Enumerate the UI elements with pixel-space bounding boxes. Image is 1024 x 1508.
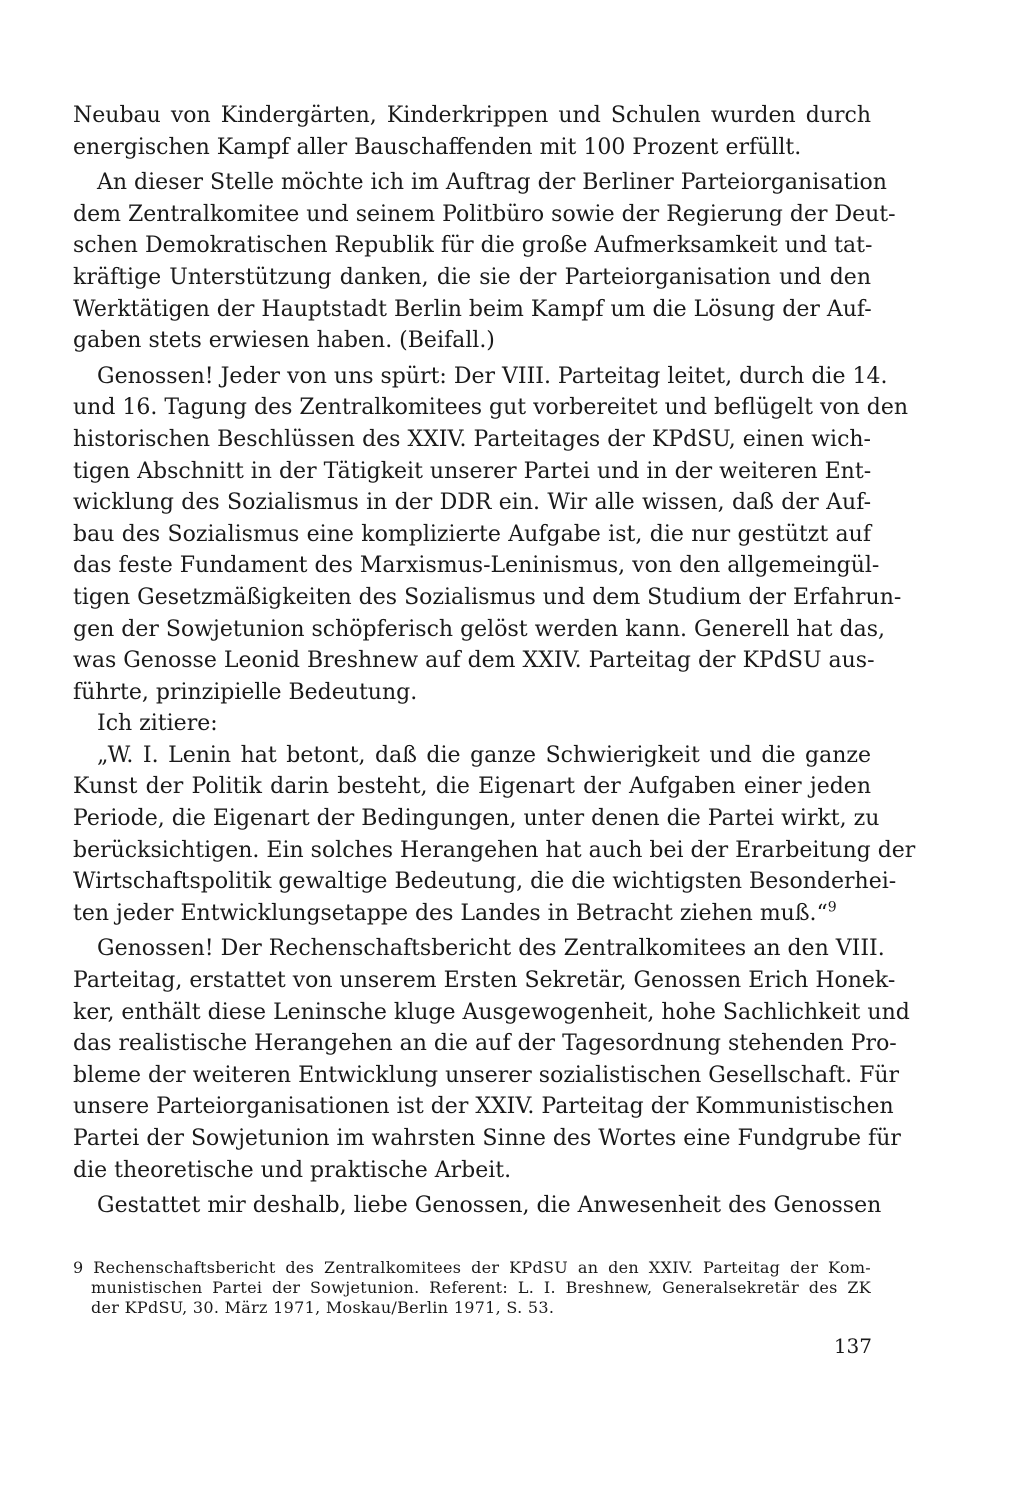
text-line: Gestattet mir deshalb, liebe Genossen, die Anwesenheit des Genossen [97, 1193, 882, 1219]
text-line: bau des Sozialismus eine komplizierte Aufgabe ist, die nur gestützt auf [73, 521, 871, 547]
text-line: wicklung des Sozialismus in der DDR ein. Wir alle wissen, daß der Auf- [73, 490, 871, 516]
text-line: Partei der Sowjetunion im wahrsten Sinne des Wortes eine Fundgrube für [73, 1126, 901, 1151]
footnote-line: munistischen Partei der Sowjetunion. Referent: L. I. Breshnew, Generalsekretär des ZK [91, 1278, 871, 1297]
text-line: berücksichtigen. Ein solches Herangehen hat auch bei der Erarbeitung der [73, 837, 916, 863]
text-line: „W. I. Lenin hat betont, daß die ganze Schwierigkeit und die ganze [97, 742, 871, 768]
text-line: das feste Fundament des Marxismus-Leninismus, von den allgemeingül- [73, 553, 880, 579]
text-line: die theoretische und praktische Arbeit. [73, 1157, 512, 1183]
text-line: Kunst der Politik darin besteht, die Eigenart der Aufgaben einer jeden [73, 774, 871, 800]
paragraph-7 [73, 1190, 882, 1222]
page-body [73, 100, 916, 1222]
text-line: Ich zitiere: [97, 711, 218, 737]
text-line: Werktätigen der Hauptstadt Berlin beim Kampf um die Lösung der Auf- [73, 296, 872, 322]
quotation [73, 740, 916, 930]
text-line: führte, prinzipielle Bedeutung. [73, 679, 418, 705]
paragraph-3 [73, 361, 909, 709]
text-line: was Genosse Leonid Breshnew auf dem XXIV. Parteitag der KPdSU aus- [73, 648, 875, 674]
paragraph-4 [73, 708, 871, 740]
text-line: gen der Sowjetunion schöpferisch gelöst werden kann. Generell hat das, [73, 616, 885, 642]
text-line: historischen Beschlüssen des XXIV. Parteitages der KPdSU, einen wich- [73, 426, 871, 452]
text-line: schen Demokratischen Republik für die große Aufmerksamkeit und tat- [73, 233, 873, 259]
footnote-line: der KPdSU, 30. März 1971, Moskau/Berlin 1971, S. 53. [91, 1298, 555, 1317]
text-line [73, 898, 871, 930]
text-line: kräftige Unterstützung danken, die sie der Parteiorganisation und den [73, 264, 871, 290]
text-line: An dieser Stelle möchte ich im Auftrag der Berliner Parteiorganisation [97, 170, 887, 196]
text-line: energischen Kampf aller Bauschaffenden mit 100 Prozent erfüllt. [73, 134, 802, 160]
text-line: und 16. Tagung des Zentralkomitees gut vorbereitet und beflügelt von den [73, 395, 909, 421]
text-line: dem Zentralkomitee und seinem Politbüro sowie der Regierung der Deut- [73, 201, 896, 227]
page-number: 137 [833, 1334, 872, 1358]
footnote [73, 1258, 871, 1318]
text-line: tigen Abschnitt in der Tätigkeit unserer Partei und in der weiteren Ent- [73, 458, 872, 484]
paragraph-6 [73, 933, 910, 1186]
text-line: Genossen! Der Rechenschaftsbericht des Zentralkomitees an den VIII. [97, 936, 885, 962]
text-line: bleme der weiteren Entwicklung unserer sozialistischen Gesellschaft. Für [73, 1062, 900, 1088]
text-line: ker, enthält diese Leninsche kluge Ausgewogenheit, hohe Sachlichkeit und [73, 999, 910, 1025]
text-line: unsere Parteiorganisationen ist der XXIV. Parteitag der Kommunistischen [73, 1094, 894, 1120]
paragraph-1 [73, 100, 871, 163]
footnote-line: 9 Rechenschaftsbericht des Zentralkomitees der KPdSU an den XXIV. Parteitag der Kom- [73, 1258, 871, 1277]
footnote-reference: 9 [827, 899, 837, 916]
text-line: Genossen! Jeder von uns spürt: Der VIII. Parteitag leitet, durch die 14. [97, 363, 888, 389]
text-line: Parteitag, erstattet von unserem Ersten Sekretär, Genossen Erich Honek- [73, 968, 896, 994]
text-line-content: ten jeder Entwicklungsetappe des Landes in Betracht ziehen muß.“ [73, 900, 828, 926]
text-line: das realistische Herangehen an die auf der Tagesordnung stehenden Pro- [73, 1031, 897, 1057]
text-line: Periode, die Eigenart der Bedingungen, unter denen die Partei wirkt, zu [73, 806, 880, 832]
paragraph-2 [73, 167, 896, 357]
text-line: gaben stets erwiesen haben. (Beifall.) [73, 328, 495, 354]
text-line: Wirtschaftspolitik gewaltige Bedeutung, die die wichtigsten Besonderhei- [73, 869, 897, 895]
text-line: Neubau von Kindergärten, Kinderkrippen und Schulen wurden durch [73, 103, 871, 128]
text-line: tigen Gesetzmäßigkeiten des Sozialismus und dem Studium der Erfahrun- [73, 584, 902, 610]
